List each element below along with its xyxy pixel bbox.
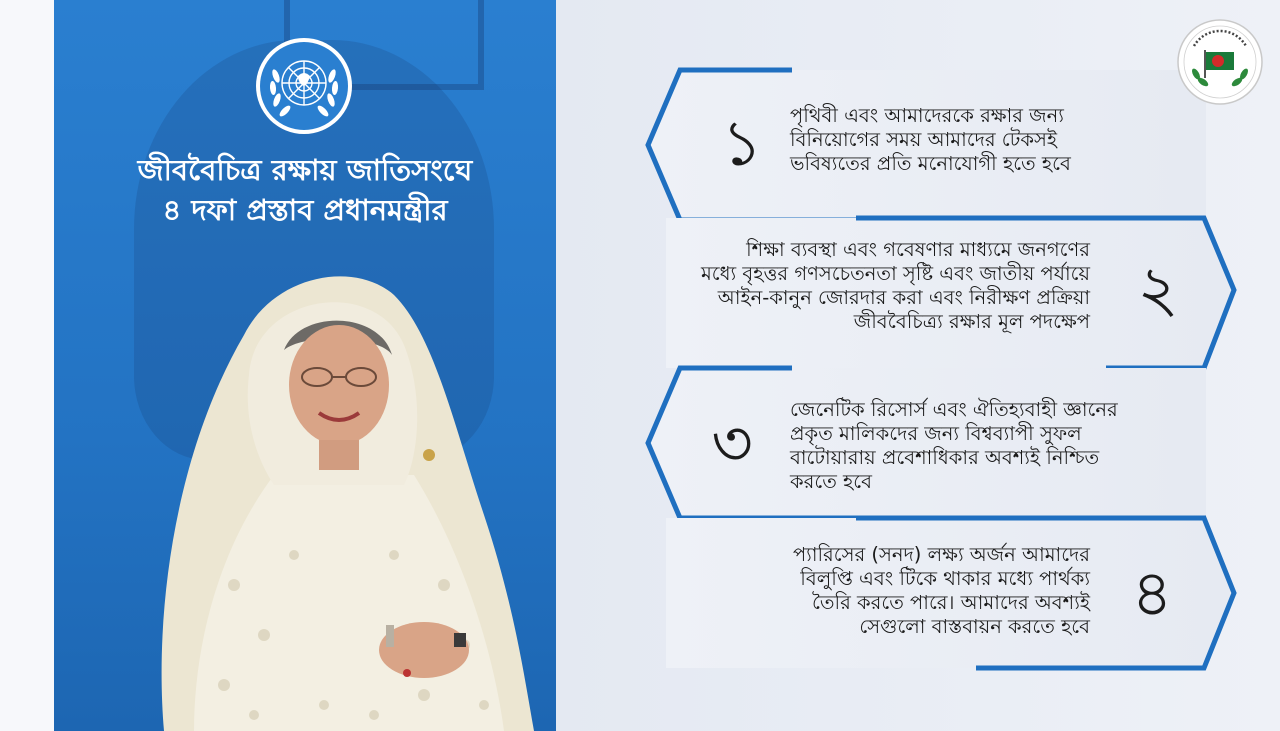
- un-emblem-icon: [254, 36, 354, 136]
- point-2-line: মধ্যে বৃহত্তর গণসচেতনতা সৃষ্টি এবং জাতীয় পর্যায়ে: [700, 262, 1090, 285]
- point-4-line: সেগুলো বাস্তবায়ন করতে হবে: [859, 615, 1090, 638]
- point-3-line: জেনেটিক রিসোর্স এবং ঐতিহ্যবাহী জ্ঞানের: [790, 398, 1118, 421]
- point-4-line: বিলুপ্তি এবং টিকে থাকার মধ্যে পার্থক্য: [800, 567, 1090, 590]
- portrait-image: [124, 255, 554, 731]
- point-3-line: বাটোয়ারায় প্রবেশাধিকার অবশ্যই নিশ্চিত: [790, 446, 1100, 469]
- point-1-line: বিনিয়োগের সময় আমাদের টেকসই: [790, 128, 1057, 151]
- point-4-line: তৈরি করতে পারে। আমাদের অবশ্যই: [812, 591, 1090, 614]
- headline: [54, 150, 556, 230]
- point-1-line: ভবিষ্যতের প্রতি মনোযোগী হতে হবে: [790, 152, 1071, 175]
- headline-line-1: জীববৈচিত্র রক্ষায় জাতিসংঘে: [137, 153, 473, 187]
- blue-panel: [54, 0, 556, 731]
- point-2-line: জীববৈচিত্র্য রক্ষার মূল পদক্ষেপ: [853, 310, 1090, 333]
- point-1-line: পৃথিবী এবং আমাদেরকে রক্ষার জন্য: [790, 104, 1064, 127]
- awami-league-logo-icon: [1176, 18, 1264, 106]
- point-2-text: [580, 238, 1090, 334]
- point-2-number: ২: [1137, 253, 1179, 327]
- left-margin: [0, 0, 54, 731]
- point-4-text: [600, 543, 1090, 639]
- headline-line-2: ৪ দফা প্রস্তাব প্রধানমন্ত্রীর: [162, 193, 448, 227]
- point-3-number: ৩: [711, 407, 753, 481]
- point-1-text: [790, 104, 1071, 176]
- point-3-line: প্রকৃত মালিকদের জন্য বিশ্বব্যাপী সুফল: [790, 422, 1082, 445]
- point-3-text: [790, 398, 1118, 494]
- point-1-number: ১: [721, 107, 763, 181]
- point-3-line: করতে হবে: [790, 470, 872, 493]
- point-4-line: প্যারিসের (সনদ) লক্ষ্য অর্জন আমাদের: [792, 543, 1090, 566]
- point-4-number: ৪: [1131, 557, 1173, 631]
- point-2-line: আইন-কানুন জোরদার করা এবং নিরীক্ষণ প্রক্রিয়া: [717, 286, 1090, 309]
- point-2-line: শিক্ষা ব্যবস্থা এবং গবেষণার মাধ্যমে জনগণের: [746, 238, 1090, 261]
